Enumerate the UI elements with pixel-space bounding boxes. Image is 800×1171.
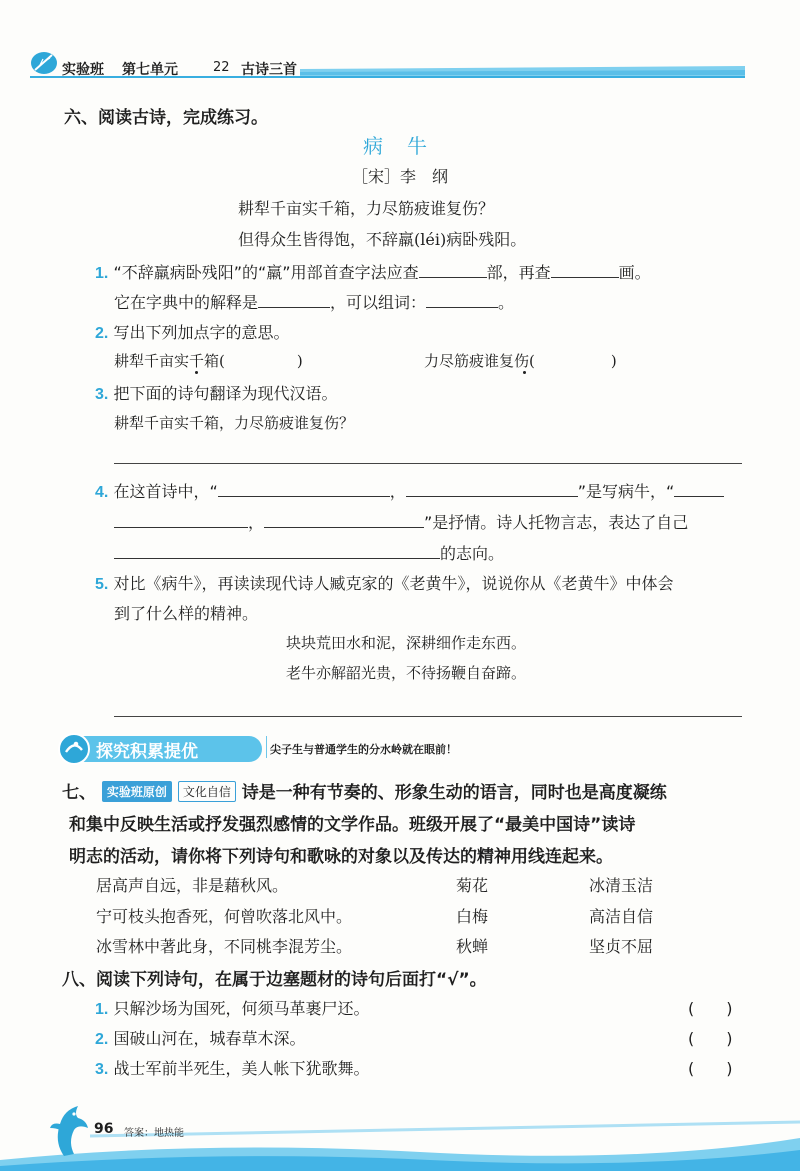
emphasis-dot	[523, 371, 526, 374]
check-box-1[interactable]: ( )	[688, 999, 733, 1018]
question-5-line-1	[95, 571, 673, 594]
poem-author: ［宋］李 纲	[352, 167, 449, 186]
object-option-2[interactable]: 白梅	[456, 907, 489, 926]
answer-blank[interactable]	[551, 259, 619, 278]
item-text: 力尽筋疲谁复伤(	[424, 352, 535, 370]
banner-title: 探究积累提优	[96, 742, 198, 762]
spirit-option-2[interactable]: 高洁自信	[589, 907, 654, 926]
question-text: 。	[498, 293, 515, 312]
question-number: 2.	[95, 325, 109, 342]
answer-blank[interactable]	[114, 540, 440, 559]
answer-blank[interactable]	[426, 289, 498, 308]
question-4-line-2	[114, 509, 688, 533]
answer-line[interactable]	[114, 716, 742, 717]
question-2-item-b	[424, 350, 617, 371]
section-7-line-2: 和集中反映生活或抒发强烈感情的文学作品。班级开展了“最美中国诗”读诗	[69, 815, 636, 835]
question-1-line-1	[95, 259, 651, 283]
object-option-1[interactable]: 菊花	[456, 876, 489, 895]
question-4-line-1	[95, 478, 724, 502]
item-text: 耕犁千亩实千箱(	[114, 352, 225, 370]
question-3	[95, 381, 337, 404]
question-number: 4.	[95, 484, 109, 501]
poem-option-2[interactable]: 宁可枝头抱香死，何曾吹落北风中。	[96, 907, 353, 926]
section-8-title: 八、阅读下列诗句，在属于边塞题材的诗句后面打“√”。	[62, 970, 487, 990]
banner-divider	[266, 736, 267, 758]
answer-blank[interactable]	[419, 259, 487, 278]
leaf-logo-icon	[30, 50, 58, 76]
question-2	[95, 320, 289, 343]
check-box-2[interactable]: ( )	[688, 1029, 733, 1048]
unit-label: 第七单元	[122, 62, 178, 78]
question-text: ”是抒情。诗人托物言志，表达了自己	[424, 513, 689, 532]
question-text: 它在字典中的解释是	[114, 293, 259, 312]
answer-blank[interactable]	[114, 509, 248, 528]
emphasis-dot	[195, 371, 198, 374]
page-number: 96	[94, 1121, 114, 1137]
question-text: 部，再查	[486, 263, 551, 282]
footer-wave	[0, 1100, 800, 1171]
section-number: 七、	[62, 783, 96, 803]
spirit-option-3[interactable]: 坚贞不屈	[589, 937, 654, 956]
item-text: 国破山河在，城春草木深。	[113, 1029, 306, 1048]
lao-huang-niu-line-1: 块块荒田水和泥，深耕细作走东西。	[286, 634, 527, 652]
banner-slogan: 尖子生与普通学生的分水岭就在眼前！	[270, 743, 457, 756]
question-text: 画。	[618, 263, 651, 282]
section-7-line-3: 明志的活动，请你将下列诗句和歌咏的对象以及传达的精神用线连起来。	[69, 847, 613, 867]
footer-answer: 答案：地热能	[124, 1128, 184, 1139]
question-text: 写出下列加点字的意思。	[113, 323, 290, 342]
comma: ，	[248, 513, 265, 532]
question-text: 在这首诗中，“	[113, 482, 218, 501]
question-number: 3.	[95, 386, 109, 403]
poem-line-2: 但得众生皆得饱，不辞羸(léi)病卧残阳。	[238, 230, 527, 249]
book-name: 实验班	[62, 62, 104, 78]
answer-blank[interactable]	[674, 478, 724, 497]
section-7-line-1	[62, 778, 667, 803]
poem-option-3[interactable]: 冰雪林中著此身，不同桃李混芳尘。	[96, 937, 353, 956]
close-paren: )	[296, 352, 303, 370]
question-number: 1.	[95, 1001, 109, 1018]
section-6-title: 六、阅读古诗，完成练习。	[64, 108, 268, 128]
question-text: 对比《病牛》，再读读现代诗人臧克家的《老黄牛》，说说你从《老黄牛》中体会	[113, 574, 674, 593]
question-text: ，可以组词：	[330, 293, 427, 312]
poem-option-1[interactable]: 居高声自远，非是藉秋风。	[96, 876, 289, 895]
question-text: 的志向。	[440, 544, 505, 563]
question-2-item-a	[114, 350, 303, 371]
poem-title: 病 牛	[363, 134, 429, 158]
question-5-line-2: 到了什么样的精神。	[114, 604, 259, 623]
check-box-3[interactable]: ( )	[688, 1059, 733, 1078]
comma: ，	[389, 482, 406, 501]
question-4-line-3	[114, 540, 504, 564]
answer-line[interactable]	[114, 463, 742, 464]
lesson-title: 古诗三首	[241, 62, 297, 78]
culture-tag: 文化自信	[178, 781, 236, 802]
question-text: 把下面的诗句翻译为现代汉语。	[113, 384, 338, 403]
header-decoration	[0, 48, 800, 88]
question-3-sub: 耕犁千亩实千箱，力尽筋疲谁复伤？	[114, 414, 355, 432]
sec8-item-2	[95, 1026, 305, 1049]
answer-blank[interactable]	[264, 509, 424, 528]
question-number: 5.	[95, 576, 109, 593]
question-text: 诗是一种有节奏的、形象生动的语言，同时也是高度凝练	[241, 783, 667, 803]
question-text: “不辞羸病卧残阳”的“羸”用部首查字法应查	[113, 263, 419, 282]
sec8-item-3	[95, 1056, 369, 1079]
answer-blank[interactable]	[218, 478, 390, 497]
item-text: 只解沙场为国死，何须马革裹尸还。	[113, 999, 370, 1018]
dolphin-icon	[44, 1102, 94, 1158]
poem-line-1: 耕犁千亩实千箱，力尽筋疲谁复伤？	[238, 199, 495, 218]
close-paren: )	[610, 352, 617, 370]
original-tag: 实验班原创	[102, 781, 172, 802]
object-option-3[interactable]: 秋蝉	[456, 937, 489, 956]
question-number: 1.	[95, 265, 109, 282]
answer-blank[interactable]	[406, 478, 578, 497]
lao-huang-niu-line-2: 老牛亦解韶光贵，不待扬鞭自奋蹄。	[286, 664, 527, 682]
question-number: 2.	[95, 1031, 109, 1048]
answer-blank[interactable]	[258, 289, 330, 308]
spirit-option-1[interactable]: 冰清玉洁	[589, 876, 654, 895]
item-text: 战士军前半死生，美人帐下犹歌舞。	[113, 1059, 370, 1078]
question-1-line-2	[114, 289, 514, 313]
lesson-number: 22	[213, 60, 230, 75]
question-number: 3.	[95, 1061, 109, 1078]
sec8-item-1	[95, 996, 369, 1019]
question-text: ”是写病牛，“	[577, 482, 675, 501]
